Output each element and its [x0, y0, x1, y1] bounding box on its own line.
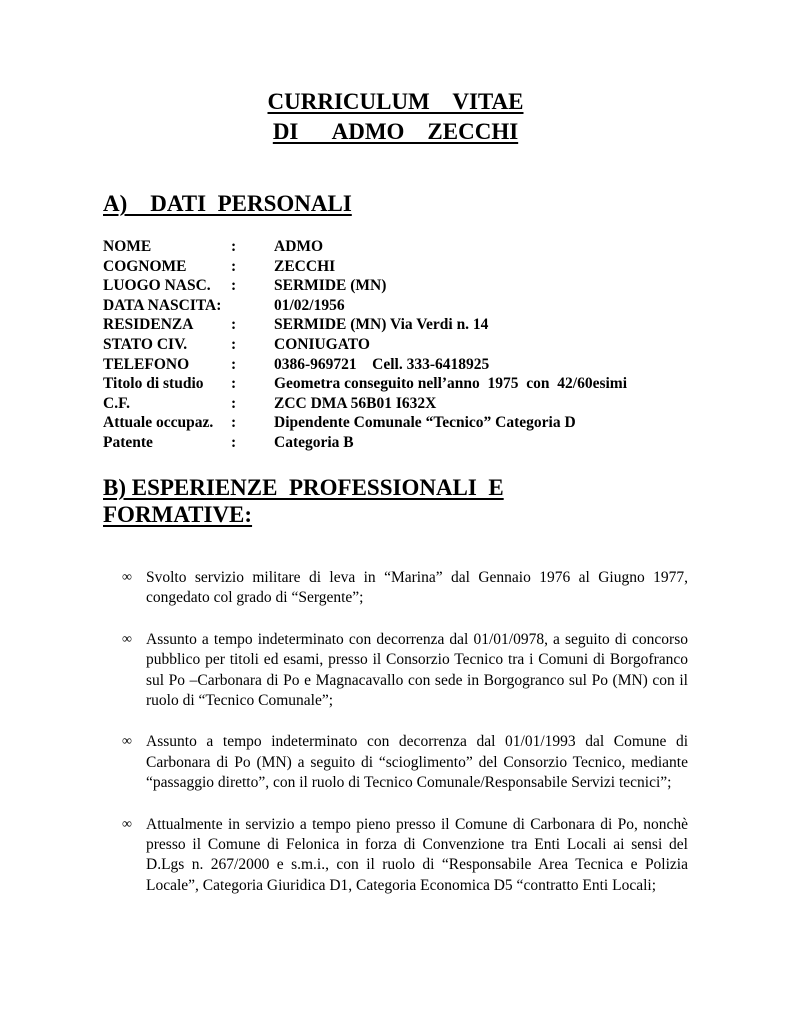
- experience-text: Attualmente in servizio a tempo pieno presso il Comune di Carbonara di Po, nonchè presso il Comune di Felonica in forza di Convenzione tra Enti Locali ai sensi del D.Lgs n. 267/2000 e s.m.i., con il ruolo di “Responsabile Area Tecnica e Polizia Locale”, Categoria Giuridica D1, Categoria Economica D5 “contratto Enti Locali;: [146, 815, 688, 894]
- list-item: [122, 568, 688, 609]
- field-label: C.F.: [103, 394, 130, 412]
- list-item: [122, 630, 688, 712]
- field-value: ZECCHI: [274, 257, 336, 275]
- experience-text: Assunto a tempo indeterminato con decorrenza dal 01/01/1993 dal Comune di Carbonara di Po (MN) a seguito di “scioglimento” del Consorzio Tecnico, mediante “passaggio diretto”, con il ruolo di Tecnico Comunale/Responsabile Servizi tecnici”;: [146, 733, 688, 792]
- field-separator: :: [231, 257, 237, 275]
- field-value: ZCC DMA 56B01 I632X: [274, 394, 437, 412]
- field-value: SERMIDE (MN) Via Verdi n. 14: [274, 316, 489, 334]
- field-separator: :: [231, 335, 237, 353]
- section-b-heading-line2: FORMATIVE:: [103, 502, 253, 527]
- section-a-heading: A) DATI PERSONALI: [103, 191, 352, 216]
- field-label: COGNOME: [103, 257, 187, 275]
- field-separator: :: [231, 316, 237, 334]
- experience-text: Assunto a tempo indeterminato con decorrenza dal 01/01/0978, a seguito di concorso pubblico per titoli ed esami, presso il Consorzio Tecnico tra i Comuni di Borgofranco sul Po –Carbonara di Po e Magnacavallo con sede in Borgogranco sul Po (MN) con il ruolo di “Tecnico Comunale”;: [146, 630, 688, 710]
- field-value: SERMIDE (MN): [274, 277, 387, 295]
- document-title-line1: CURRICULUM VITAE: [267, 89, 524, 114]
- section-b-heading-line1: B) ESPERIENZE PROFESSIONALI E: [103, 475, 504, 500]
- field-separator: :: [231, 433, 237, 451]
- field-label: TELEFONO: [103, 355, 190, 373]
- field-label: RESIDENZA: [103, 316, 194, 334]
- field-value: Geometra conseguito nell’anno 1975 con 42/60esimi: [274, 375, 628, 393]
- field-label: Titolo di studio: [103, 375, 204, 393]
- infinity-bullet-icon: ∞: [122, 816, 132, 832]
- field-value: 0386-969721 Cell. 333-6418925: [274, 355, 490, 373]
- field-value: ADMO: [274, 238, 324, 255]
- field-separator: :: [231, 277, 237, 295]
- document-title-line2: DI ADMO ZECCHI: [272, 119, 519, 144]
- field-label: LUOGO NASC.: [103, 277, 211, 295]
- list-item: [122, 732, 688, 793]
- field-label: STATO CIV.: [103, 335, 188, 353]
- field-value: Categoria B: [274, 433, 354, 451]
- field-separator: :: [231, 355, 237, 373]
- infinity-bullet-icon: ∞: [122, 570, 132, 585]
- field-label: Patente: [103, 433, 153, 451]
- field-value: 01/02/1956: [274, 296, 345, 314]
- infinity-bullet-icon: ∞: [122, 734, 132, 750]
- field-label: NOME: [103, 238, 152, 255]
- field-label: Attuale occupaz.: [103, 414, 214, 432]
- field-separator: :: [231, 238, 237, 255]
- field-separator: :: [231, 375, 237, 393]
- field-separator: :: [231, 414, 237, 432]
- field-separator: :: [231, 394, 237, 412]
- experience-list: [122, 568, 688, 917]
- field-value: Dipendente Comunale “Tecnico” Categoria D: [274, 414, 576, 432]
- infinity-bullet-icon: ∞: [122, 631, 132, 647]
- experience-text: Svolto servizio militare di leva in “Marina” dal Gennaio 1976 al Giugno 1977, congedato col grado di “Sergente”;: [146, 569, 688, 607]
- field-value: CONIUGATO: [274, 335, 370, 353]
- list-item: [122, 815, 688, 897]
- field-label: DATA NASCITA:: [103, 296, 222, 314]
